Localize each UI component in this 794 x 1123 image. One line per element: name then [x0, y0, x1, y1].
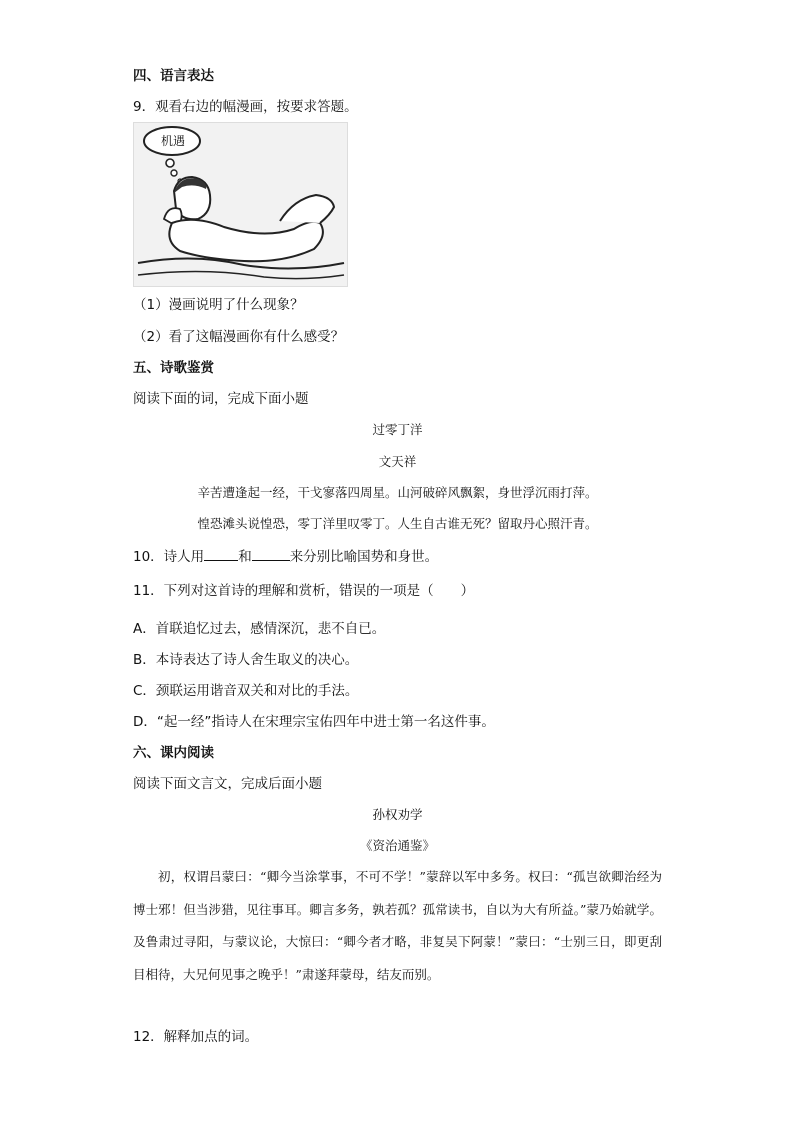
question-10-part-b: 和	[238, 549, 252, 565]
question-9-1: （1）漫画说明了什么现象？	[133, 297, 304, 313]
option-c: C．颈联运用谐音双关和对比的手法。	[133, 683, 359, 699]
answer-blank-1[interactable]	[204, 546, 238, 561]
text-source: 《资治通鉴》	[359, 838, 435, 853]
section-5-heading: 五、诗歌鉴赏	[133, 360, 214, 376]
section-4-heading: 四、语言表达	[133, 68, 214, 84]
question-11: 11．下列对这首诗的理解和赏析，错误的一项是（ ）	[133, 583, 475, 599]
poem-line-2: 惶恐滩头说惶恐，零丁洋里叹零丁。人生自古谁无死？留取丹心照汗青。	[197, 516, 598, 531]
option-b: B．本诗表达了诗人舍生取义的决心。	[133, 652, 359, 668]
question-10	[133, 546, 438, 566]
question-10-part-c: 来分别比喻国势和身世。	[289, 549, 439, 565]
section-5-intro: 阅读下面的词，完成下面小题	[133, 391, 309, 407]
question-9: 9．观看右边的幅漫画，按要求答题。	[133, 99, 358, 115]
option-d: D．“起一经”指诗人在宋理宗宝佑四年中进士第一名这件事。	[133, 714, 495, 730]
question-9-2: （2）看了这幅漫画你有什么感受？	[133, 329, 345, 345]
question-12: 12．解释加点的词。	[133, 1029, 259, 1045]
section-6-heading: 六、课内阅读	[133, 745, 214, 761]
poem-title: 过零丁洋	[372, 422, 423, 437]
poem-line-1: 辛苦遭逢起一经，干戈寥落四周星。山河破碎风飘絮，身世浮沉雨打萍。	[197, 485, 598, 500]
option-a: A．首联追忆过去，感情深沉，悲不自已。	[133, 621, 386, 637]
question-10-part-a: 10．诗人用	[133, 549, 205, 565]
answer-blank-2[interactable]	[252, 546, 290, 561]
cartoon-image	[133, 122, 348, 287]
section-6-intro: 阅读下面文言文，完成后面小题	[133, 776, 322, 792]
thought-bubble-text: 机遇	[160, 134, 185, 148]
text-title: 孙权劝学	[372, 807, 423, 822]
classical-text-paragraph: 初，权谓吕蒙曰：“卿今当涂掌事，不可不学！”蒙辞以军中多务。权曰：“孤岂欲卿治经为博士邪！但当涉猎，见往事耳。卿言多务，孰若孤？孤常读书，自以为大有所益。”蒙乃始就学。及鲁肃过寻阳，与蒙议论，大惊曰：“卿今者才略，非复吴下阿蒙！”蒙曰：“士别三日，即更刮目相待，大兄何见事之晚乎！”肃遂拜蒙母，结友而别。	[133, 869, 662, 982]
poem-author: 文天祥	[378, 454, 417, 469]
